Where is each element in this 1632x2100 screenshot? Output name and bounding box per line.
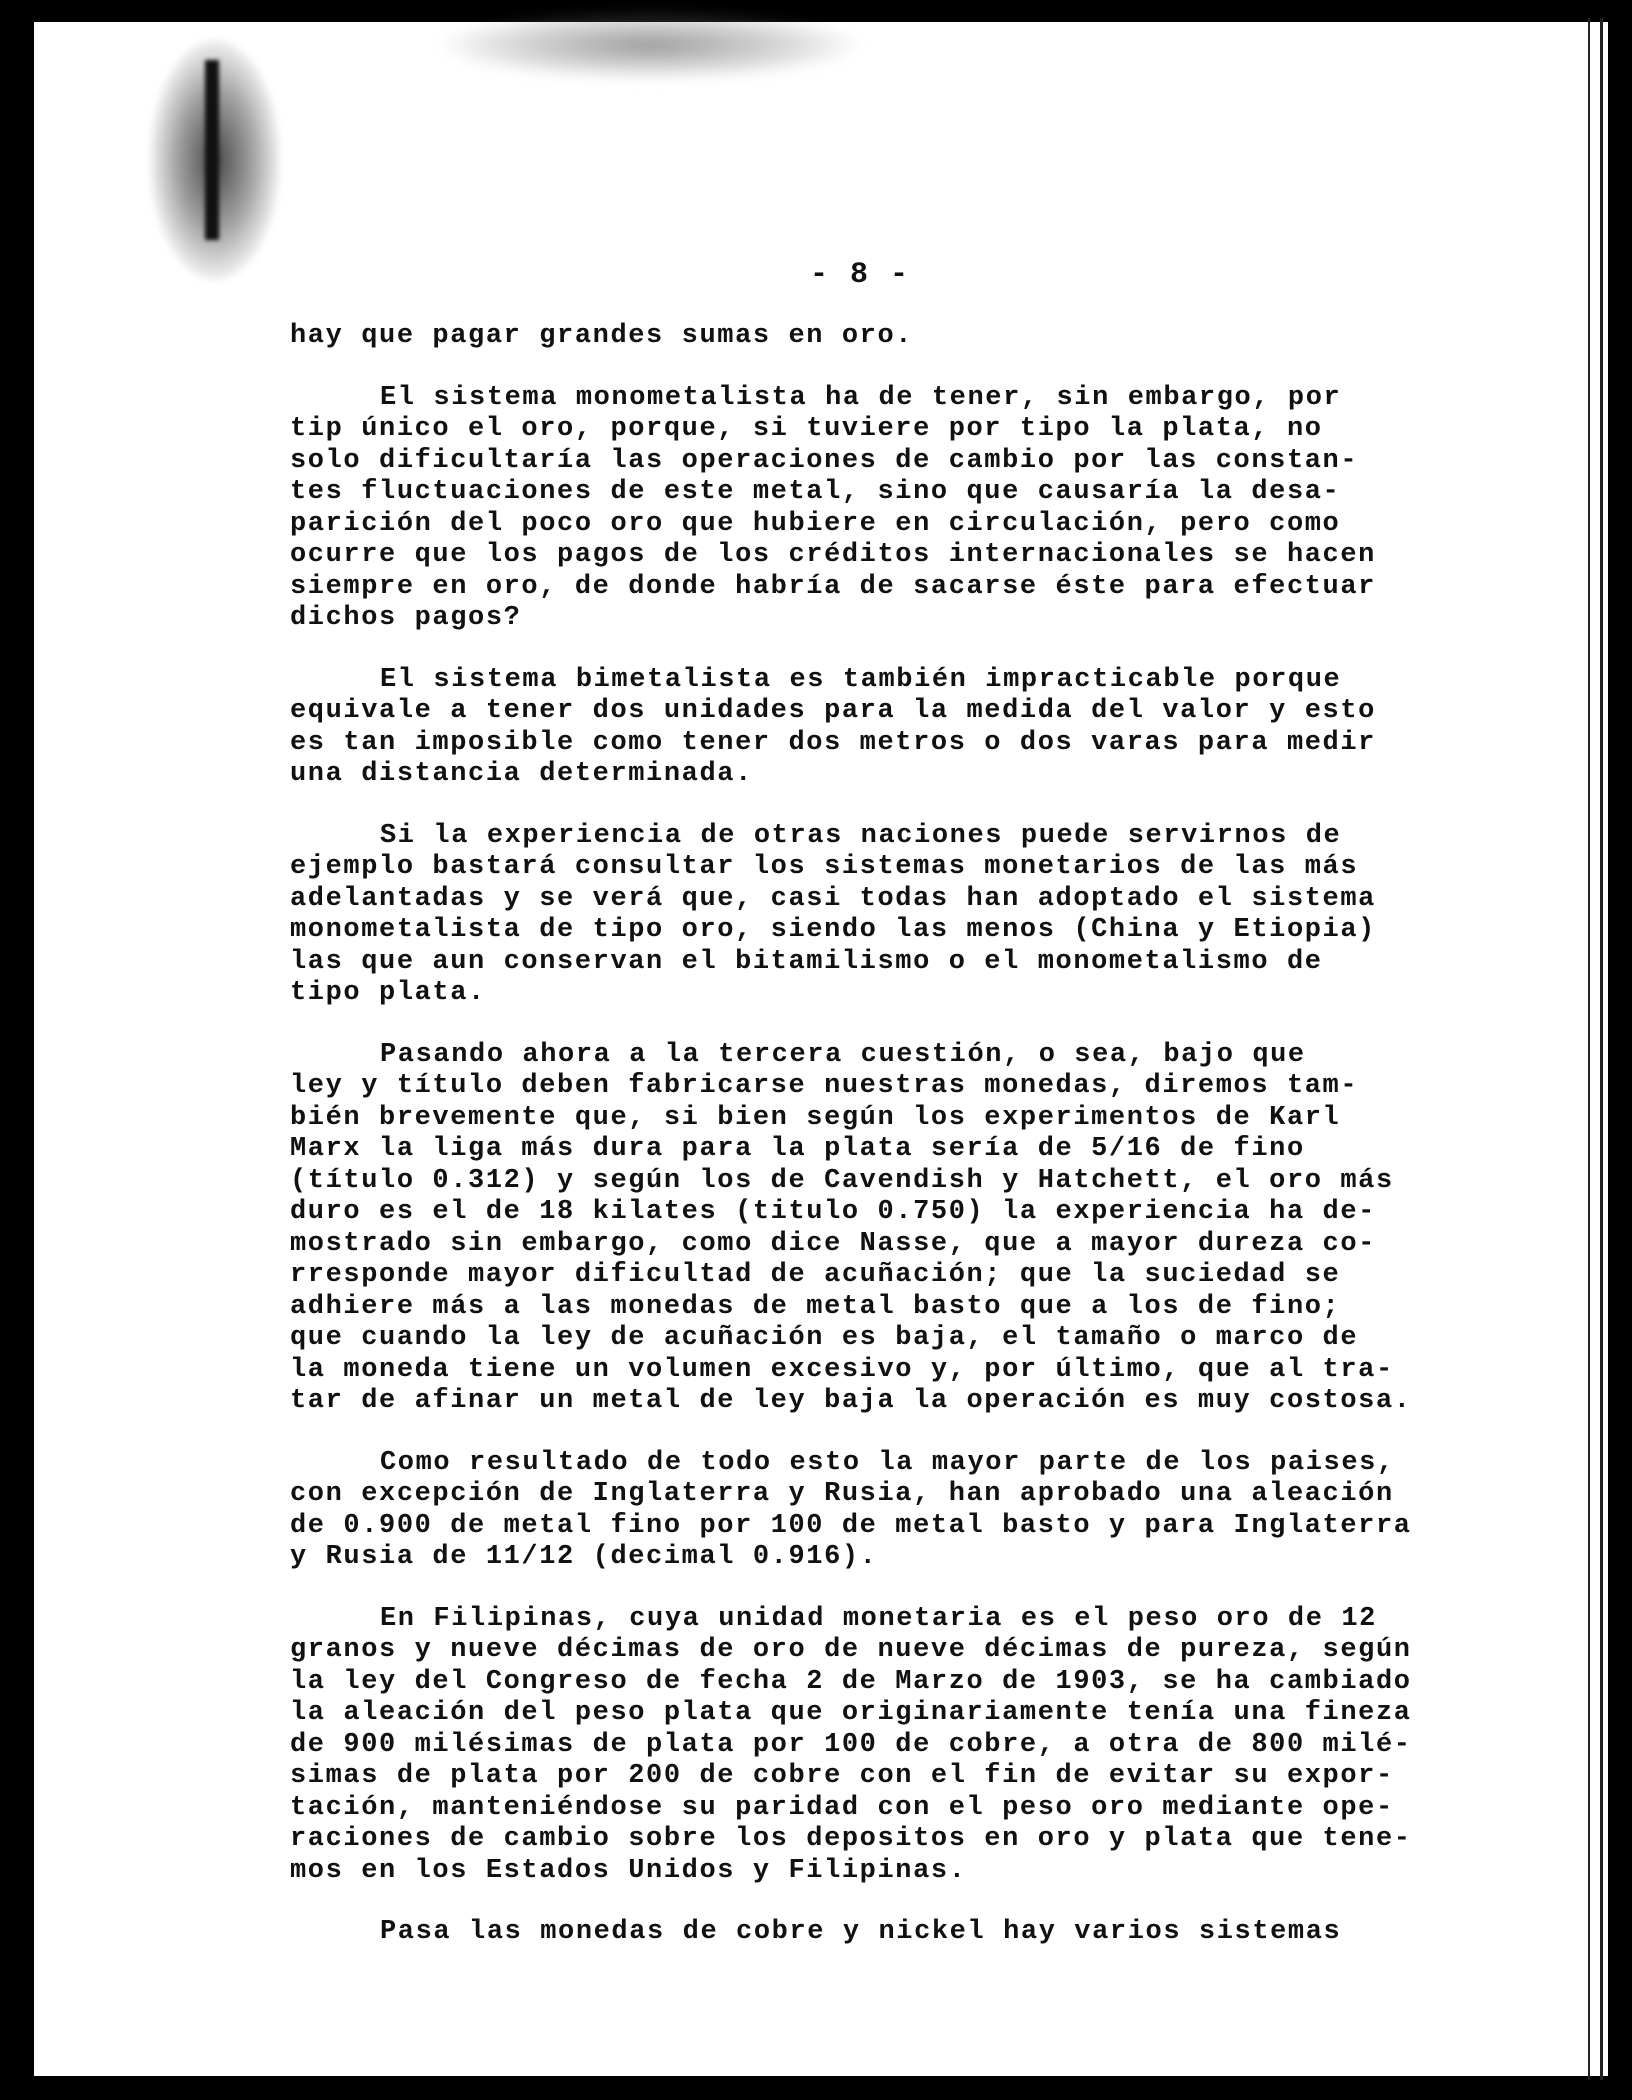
paragraph xyxy=(290,1917,1470,1949)
text-line: mostrado sin embargo, como dice Nasse, que a mayor dureza co- xyxy=(290,1228,1376,1259)
text-line: dichos pagos? xyxy=(290,603,522,633)
text-line: adhiere más a las monedas de metal basto que a los de fino; xyxy=(290,1291,1341,1322)
text-line: solo dificultaría las operaciones de cambio por las constan- xyxy=(290,445,1359,476)
page-number: - 8 - xyxy=(810,258,911,292)
paragraph xyxy=(290,321,1470,353)
text-line: una distancia determinada. xyxy=(290,759,753,789)
text-line: hay que pagar grandes sumas en oro. xyxy=(290,321,914,351)
text-line: tar de afinar un metal de ley baja la operación es muy costosa. xyxy=(290,1386,1412,1416)
text-line: equivale a tener dos unidades para la medida del valor y esto xyxy=(290,696,1376,726)
text-line: rresponde mayor dificultad de acuñación; que la suciedad se xyxy=(290,1260,1341,1290)
page-edge-line xyxy=(1600,18,1603,2080)
text-line: Como resultado de todo esto la mayor parte de los paises, xyxy=(380,1447,1395,1478)
text-line: las que aun conservan el bitamilismo o el monometalismo de xyxy=(290,946,1323,977)
text-line: tación, manteniéndose su paridad con el peso oro mediante ope- xyxy=(290,1792,1394,1823)
text-line: El sistema monometalista ha de tener, sin embargo, por xyxy=(380,382,1342,413)
text-line: El sistema bimetalista es también impracticable porque xyxy=(380,664,1342,695)
text-line: la aleación del peso plata que originariamente tenía una fineza xyxy=(290,1698,1412,1728)
text-line: con excepción de Inglaterra y Rusia, han aprobado una aleación xyxy=(290,1479,1394,1509)
text-line: ejemplo bastará consultar los sistemas monetarios de las más xyxy=(290,852,1359,882)
text-line: granos y nueve décimas de oro de nueve décimas de pureza, según xyxy=(290,1635,1412,1665)
text-line: que cuando la ley de acuñación es baja, el tamaño o marco de xyxy=(290,1323,1359,1353)
text-line: ley y título deben fabricarse nuestras monedas, diremos tam- xyxy=(290,1071,1359,1101)
text-line: (título 0.312) y según los de Cavendish y Hatchett, el oro más xyxy=(290,1165,1394,1196)
text-line: siempre en oro, de donde habría de sacarse éste para efectuar xyxy=(290,571,1376,602)
paragraph xyxy=(290,665,1470,791)
text-line: En Filipinas, cuya unidad monetaria es el peso oro de 12 xyxy=(380,1603,1377,1634)
text-line: tes fluctuaciones de este metal, sino que causaría la desa- xyxy=(290,477,1341,507)
document-body xyxy=(290,255,1470,1979)
text-line: Marx la liga más dura para la plata sería de 5/16 de fino xyxy=(290,1134,1305,1164)
page-edge-line xyxy=(1588,18,1590,2080)
text-line: Pasando ahora a la tercera cuestión, o sea, bajo que xyxy=(380,1039,1306,1070)
text-line: de 0.900 de metal fino por 100 de metal basto y para Inglaterra xyxy=(290,1510,1412,1541)
text-line: bién brevemente que, si bien según los experimentos de Karl xyxy=(290,1102,1341,1133)
paragraph xyxy=(290,821,1470,1010)
text-line: Pasa las monedas de cobre y nickel hay varios sistemas xyxy=(380,1917,1342,1947)
text-line: la ley del Congreso de fecha 2 de Marzo de 1903, se ha cambiado xyxy=(290,1666,1412,1697)
text-line: duro es el de 18 kilates (titulo 0.750) la experiencia ha de- xyxy=(290,1197,1376,1227)
text-line: simas de plata por 200 de cobre con el fin de evitar su expor- xyxy=(290,1761,1394,1791)
text-line: raciones de cambio sobre los depositos en oro y plata que tene- xyxy=(290,1824,1412,1854)
paragraph xyxy=(290,1604,1470,1888)
text-line: la moneda tiene un volumen excesivo y, por último, que al tra- xyxy=(290,1354,1394,1385)
ink-smudge-top xyxy=(440,10,860,80)
text-line: tip único el oro, porque, si tuviere por tipo la plata, no xyxy=(290,414,1323,444)
paragraph xyxy=(290,1040,1470,1418)
text-line: adelantadas y se verá que, casi todas han adoptado el sistema xyxy=(290,883,1376,914)
text-line: parición del poco oro que hubiere en circulación, pero como xyxy=(290,508,1341,539)
text-line: Si la experiencia de otras naciones puede servirnos de xyxy=(380,820,1342,851)
paragraph xyxy=(290,383,1470,635)
text-line: y Rusia de 11/12 (decimal 0.916). xyxy=(290,1542,878,1572)
text-line: de 900 milésimas de plata por 100 de cobre, a otra de 800 milé- xyxy=(290,1729,1412,1760)
paragraph xyxy=(290,1448,1470,1574)
text-line: es tan imposible como tener dos metros o dos varas para medir xyxy=(290,727,1376,758)
text-line: mos en los Estados Unidos y Filipinas. xyxy=(290,1855,967,1886)
ink-smudge-mark xyxy=(205,60,219,240)
text-line: ocurre que los pagos de los créditos internacionales se hacen xyxy=(290,540,1376,570)
text-line: monometalista de tipo oro, siendo las menos (China y Etiopia) xyxy=(290,915,1376,945)
text-line: tipo plata. xyxy=(290,978,486,1008)
